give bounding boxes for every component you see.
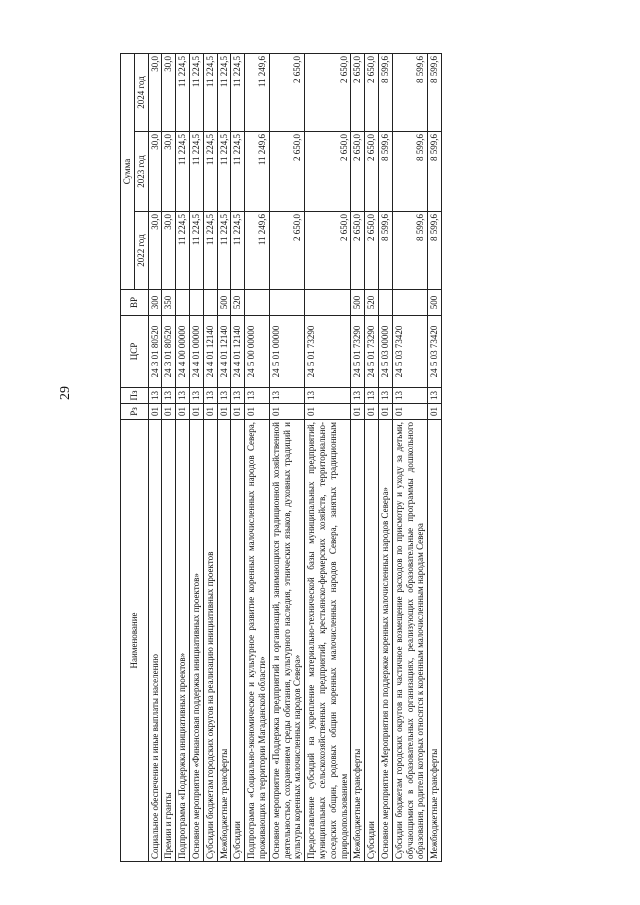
cell-csr: 24 5 03 00000 bbox=[378, 316, 392, 388]
table-row bbox=[176, 53, 190, 861]
cell-y2023: 30,0 bbox=[148, 132, 162, 212]
cell-name: Основное мероприятие «Финансовая поддержка инициативных проектов» bbox=[189, 420, 203, 862]
cell-y2023: 11 224,5 bbox=[203, 132, 217, 212]
cell-rz: 01 bbox=[148, 404, 162, 420]
table-row bbox=[231, 53, 245, 861]
cell-y2023: 11 249,6 bbox=[245, 132, 270, 212]
cell-vr: 500 bbox=[351, 290, 365, 316]
cell-y2022: 8 599,6 bbox=[428, 212, 442, 290]
cell-y2022: 11 224,5 bbox=[217, 212, 231, 290]
cell-y2022: 11 249,6 bbox=[245, 212, 270, 290]
cell-name: Основное мероприятие «Поддержка предприятий и организаций, занимающихся традиционной хозяйственной деятельностью, сохранением среды обитания, культурного наследия, этнических языков, духовных традиций и культуры коренных малочисленных народов Севера» bbox=[269, 420, 304, 862]
cell-vr bbox=[245, 290, 270, 316]
cell-y2022: 2 650,0 bbox=[305, 212, 351, 290]
budget-table bbox=[120, 53, 442, 862]
cell-pz: 13 bbox=[351, 388, 365, 404]
cell-vr bbox=[392, 290, 427, 316]
table-row bbox=[148, 53, 162, 861]
cell-y2022: 2 650,0 bbox=[351, 212, 365, 290]
cell-rz: 01 bbox=[217, 404, 231, 420]
cell-y2024: 11 224,5 bbox=[176, 53, 190, 131]
cell-csr: 24 5 03 73420 bbox=[392, 316, 427, 388]
cell-vr bbox=[203, 290, 217, 316]
cell-name: Межбюджетные трансферты bbox=[428, 420, 442, 862]
table-row bbox=[428, 53, 442, 861]
cell-rz: 01 bbox=[203, 404, 217, 420]
cell-name: Основное мероприятие «Мероприятия по поддержке коренных малочисленных народов Севера» bbox=[378, 420, 392, 862]
cell-name: Межбюджетные трансферты bbox=[351, 420, 365, 862]
cell-name: Предоставление субсидий на укрепление материально-технической базы муниципальных предприятий, муниципальных сельскохозяйственных предприятий, крестьянско-фермерских хозяйств, территориально-соседских общин, родовых общин коренных малочисленных народов Севера, занятых традиционным природопользованием bbox=[305, 420, 351, 862]
budget-table-container bbox=[120, 54, 522, 862]
header-year-2023: 2023 год bbox=[134, 132, 148, 212]
cell-y2024: 8 599,6 bbox=[428, 53, 442, 131]
cell-y2024: 11 249,6 bbox=[245, 53, 270, 131]
cell-vr: 520 bbox=[365, 290, 379, 316]
cell-vr bbox=[305, 290, 351, 316]
cell-y2022: 8 599,6 bbox=[378, 212, 392, 290]
cell-pz: 13 bbox=[217, 388, 231, 404]
table-row bbox=[365, 53, 379, 861]
cell-pz: 13 bbox=[231, 388, 245, 404]
cell-rz: 01 bbox=[378, 404, 392, 420]
cell-pz: 13 bbox=[245, 388, 270, 404]
table-row bbox=[351, 53, 365, 861]
cell-rz: 01 bbox=[189, 404, 203, 420]
header-year-2024: 2024 год bbox=[134, 53, 148, 131]
cell-csr: 24 4 00 00000 bbox=[176, 316, 190, 388]
cell-y2022: 2 650,0 bbox=[365, 212, 379, 290]
cell-pz: 13 bbox=[428, 388, 442, 404]
header-rz: Рз bbox=[121, 404, 149, 420]
header-name: Наименование bbox=[121, 420, 149, 862]
table-header-row bbox=[121, 53, 135, 861]
cell-name: Подпрограмма «Социально-экономическое и культурное развитие коренных малочисленных народов Севера, проживающих на территории Магаданской области» bbox=[245, 420, 270, 862]
cell-y2023: 11 224,5 bbox=[231, 132, 245, 212]
header-sum: Сумма bbox=[121, 53, 135, 289]
cell-rz: 01 bbox=[351, 404, 365, 420]
cell-y2024: 2 650,0 bbox=[305, 53, 351, 131]
cell-y2023: 11 224,5 bbox=[176, 132, 190, 212]
cell-pz: 13 bbox=[189, 388, 203, 404]
cell-vr: 500 bbox=[217, 290, 231, 316]
cell-rz: 01 bbox=[365, 404, 379, 420]
cell-csr: 24 3 01 80520 bbox=[162, 316, 176, 388]
cell-y2023: 30,0 bbox=[162, 132, 176, 212]
cell-vr: 500 bbox=[428, 290, 442, 316]
cell-y2024: 2 650,0 bbox=[365, 53, 379, 131]
cell-y2022: 11 224,5 bbox=[189, 212, 203, 290]
cell-y2023: 2 650,0 bbox=[365, 132, 379, 212]
cell-pz: 13 bbox=[392, 388, 427, 404]
cell-pz: 13 bbox=[305, 388, 351, 404]
cell-y2024: 2 650,0 bbox=[269, 53, 304, 131]
cell-vr: 520 bbox=[231, 290, 245, 316]
cell-vr bbox=[269, 290, 304, 316]
cell-csr: 24 5 01 73290 bbox=[365, 316, 379, 388]
cell-y2023: 11 224,5 bbox=[217, 132, 231, 212]
cell-y2022: 11 224,5 bbox=[176, 212, 190, 290]
cell-y2023: 11 224,5 bbox=[189, 132, 203, 212]
cell-y2024: 11 224,5 bbox=[189, 53, 203, 131]
cell-y2024: 11 224,5 bbox=[203, 53, 217, 131]
cell-rz: 01 bbox=[245, 404, 270, 420]
cell-csr: 24 4 01 12140 bbox=[231, 316, 245, 388]
header-year-2022: 2022 год bbox=[134, 212, 148, 290]
header-pz: Пз bbox=[121, 388, 149, 404]
cell-csr: 24 3 01 80520 bbox=[148, 316, 162, 388]
cell-y2022: 8 599,6 bbox=[392, 212, 427, 290]
cell-csr: 24 5 01 73290 bbox=[305, 316, 351, 388]
cell-name: Субсидии бюджетам городских округов на реализацию инициативных проектов bbox=[203, 420, 217, 862]
cell-vr: 350 bbox=[162, 290, 176, 316]
cell-rz: 01 bbox=[392, 404, 427, 420]
cell-vr bbox=[176, 290, 190, 316]
cell-name: Подпрограмма «Поддержка инициативных проектов» bbox=[176, 420, 190, 862]
cell-csr: 24 4 01 12140 bbox=[217, 316, 231, 388]
cell-rz: 01 bbox=[162, 404, 176, 420]
cell-y2023: 2 650,0 bbox=[351, 132, 365, 212]
cell-pz: 13 bbox=[203, 388, 217, 404]
table-row bbox=[162, 53, 176, 861]
cell-rz: 01 bbox=[428, 404, 442, 420]
cell-rz: 01 bbox=[231, 404, 245, 420]
cell-y2024: 8 599,6 bbox=[378, 53, 392, 131]
cell-name: Межбюджетные трансферты bbox=[217, 420, 231, 862]
table-row bbox=[305, 53, 351, 861]
cell-y2024: 30,0 bbox=[148, 53, 162, 131]
cell-y2023: 2 650,0 bbox=[269, 132, 304, 212]
table-row bbox=[203, 53, 217, 861]
cell-y2022: 30,0 bbox=[162, 212, 176, 290]
table-row bbox=[189, 53, 203, 861]
cell-csr: 24 5 03 73420 bbox=[428, 316, 442, 388]
cell-pz: 13 bbox=[176, 388, 190, 404]
cell-pz: 13 bbox=[148, 388, 162, 404]
cell-csr: 24 4 01 00000 bbox=[189, 316, 203, 388]
page-number: 29 bbox=[58, 386, 73, 400]
cell-vr: 300 bbox=[148, 290, 162, 316]
cell-pz: 13 bbox=[378, 388, 392, 404]
cell-y2023: 8 599,6 bbox=[378, 132, 392, 212]
header-vr: ВР bbox=[121, 290, 149, 316]
table-row bbox=[245, 53, 270, 861]
cell-csr: 24 5 01 00000 bbox=[269, 316, 304, 388]
cell-name: Премии и гранты bbox=[162, 420, 176, 862]
cell-y2023: 8 599,6 bbox=[428, 132, 442, 212]
cell-csr: 24 5 01 73290 bbox=[351, 316, 365, 388]
header-csr: ЦСР bbox=[121, 316, 149, 388]
cell-name: Субсидии bbox=[365, 420, 379, 862]
cell-pz: 13 bbox=[269, 388, 304, 404]
cell-rz: 01 bbox=[305, 404, 351, 420]
cell-vr bbox=[378, 290, 392, 316]
cell-pz: 13 bbox=[365, 388, 379, 404]
cell-y2022: 30,0 bbox=[148, 212, 162, 290]
cell-name: Субсидии бюджетам городских округов на частичное возмещение расходов по присмотру и уходу за детьми, обучающимися в образовательных организациях, реализующих образовательные программы дошкольного образования, родители которых относятся к коренным малочисленным народам Севера bbox=[392, 420, 427, 862]
table-row bbox=[269, 53, 304, 861]
table-row bbox=[378, 53, 392, 861]
cell-y2023: 8 599,6 bbox=[392, 132, 427, 212]
cell-y2024: 11 224,5 bbox=[231, 53, 245, 131]
cell-y2024: 30,0 bbox=[162, 53, 176, 131]
table-row bbox=[392, 53, 427, 861]
cell-csr: 24 4 01 12140 bbox=[203, 316, 217, 388]
table-row bbox=[217, 53, 231, 861]
table-body bbox=[148, 53, 441, 861]
cell-rz: 01 bbox=[269, 404, 304, 420]
cell-rz: 01 bbox=[176, 404, 190, 420]
cell-name: Социальное обеспечение и иные выплаты населению bbox=[148, 420, 162, 862]
cell-name: Субсидии bbox=[231, 420, 245, 862]
cell-vr bbox=[189, 290, 203, 316]
cell-y2024: 8 599,6 bbox=[392, 53, 427, 131]
cell-pz: 13 bbox=[162, 388, 176, 404]
cell-y2022: 11 224,5 bbox=[203, 212, 217, 290]
cell-y2022: 2 650,0 bbox=[269, 212, 304, 290]
cell-y2023: 2 650,0 bbox=[305, 132, 351, 212]
cell-y2022: 11 224,5 bbox=[231, 212, 245, 290]
cell-y2024: 2 650,0 bbox=[351, 53, 365, 131]
cell-csr: 24 5 00 00000 bbox=[245, 316, 270, 388]
cell-y2024: 11 224,5 bbox=[217, 53, 231, 131]
